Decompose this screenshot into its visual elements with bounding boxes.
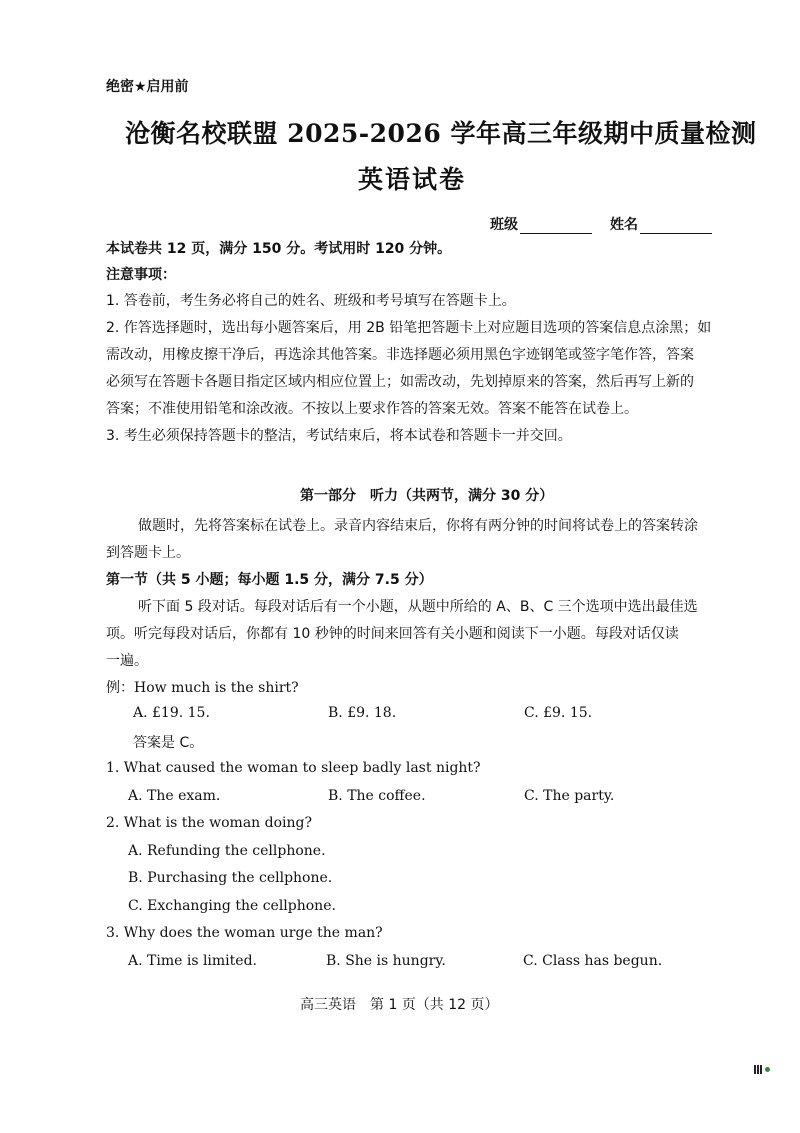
- example-option-a: A. £19. 15.: [133, 705, 210, 721]
- section1-para-line-2: 项。听完每段对话后，你都有 10 秒钟的时间来回答有关小题和阅读下一小题。每段对话仅读: [106, 626, 679, 642]
- class-field: [490, 214, 592, 234]
- question-2: 2. What is the woman doing?: [106, 815, 312, 831]
- watermark: [754, 1065, 790, 1075]
- q1-option-c: C. The party.: [524, 788, 615, 804]
- part1-heading: 第一部分 听力（共两节，满分 30 分）: [300, 488, 554, 504]
- q2-option-a: A. Refunding the cellphone.: [128, 843, 326, 859]
- notes-heading: 注意事项：: [106, 267, 176, 283]
- logo-dot-icon: [765, 1067, 770, 1072]
- example-answer: 答案是 C。: [133, 735, 204, 751]
- section1-para-line-3: 一遍。: [106, 653, 148, 669]
- example-option-b: B. £9. 18.: [328, 705, 397, 721]
- note-2-line-2: 需改动，用橡皮擦干净后，再选涂其他答案。非选择题必须用黑色字迹钢笔或签字笔作答，答案: [106, 347, 694, 363]
- q3-option-b: B. She is hungry.: [326, 953, 446, 969]
- q1-option-a: A. The exam.: [128, 788, 221, 804]
- note-2-line-4: 答案；不准使用铅笔和涂改液。不按以上要求作答的答案无效。答案不能答在试卷上。: [106, 401, 638, 417]
- part1-para-line-1: 做题时，先将答案标在试卷上。录音内容结束后，你将有两分钟的时间将试卷上的答案转涂: [138, 518, 698, 534]
- name-field: [610, 214, 712, 234]
- part1-para-line-2: 到答题卡上。: [106, 545, 190, 561]
- exam-title: 沧衡名校联盟 2025-2026 学年高三年级期中质量检测: [125, 119, 757, 148]
- q3-option-a: A. Time is limited.: [128, 953, 257, 969]
- exam-subtitle: 英语试卷: [358, 165, 467, 194]
- page-footer: 高三英语 第 1 页（共 12 页）: [300, 997, 499, 1013]
- example-option-c: C. £9. 15.: [524, 705, 593, 721]
- q1-option-b: B. The coffee.: [328, 788, 426, 804]
- name-blank[interactable]: [640, 219, 712, 234]
- intro-text: 本试卷共 12 页，满分 150 分。考试用时 120 分钟。: [106, 241, 452, 257]
- q2-option-b: B. Purchasing the cellphone.: [128, 870, 333, 886]
- name-label: 姓名: [610, 217, 638, 233]
- section1-para-line-1: 听下面 5 段对话。每段对话后有一个小题，从题中所给的 A、B、C 三个选项中选出最佳选: [138, 599, 698, 615]
- question-1: 1. What caused the woman to sleep badly last night?: [106, 760, 481, 776]
- question-3: 3. Why does the woman urge the man?: [106, 925, 383, 941]
- section1-heading: 第一节（共 5 小题；每小题 1.5 分，满分 7.5 分）: [106, 572, 433, 588]
- qr-code-icon: [754, 1065, 763, 1074]
- note-2-line-1: 2. 作答选择题时，选出每小题答案后，用 2B 铅笔把答题卡上对应题目选项的答案信息点涂黑；如: [106, 320, 712, 336]
- q3-option-c: C. Class has begun.: [523, 953, 663, 969]
- note-1: 1. 答卷前，考生务必将自己的姓名、班级和考号填写在答题卡上。: [106, 293, 516, 309]
- secret-label: 绝密★启用前: [106, 79, 189, 95]
- note-2-line-3: 必须写在答题卡各题目指定区域内相应位置上；如需改动，先划掉原来的答案，然后再写上新的: [106, 374, 694, 390]
- note-3: 3. 考生必须保持答题卡的整洁，考试结束后，将本试卷和答题卡一并交回。: [106, 428, 572, 444]
- example-question: 例：How much is the shirt?: [106, 680, 299, 696]
- q2-option-c: C. Exchanging the cellphone.: [128, 898, 336, 914]
- class-label: 班级: [490, 217, 518, 233]
- class-blank[interactable]: [520, 219, 592, 234]
